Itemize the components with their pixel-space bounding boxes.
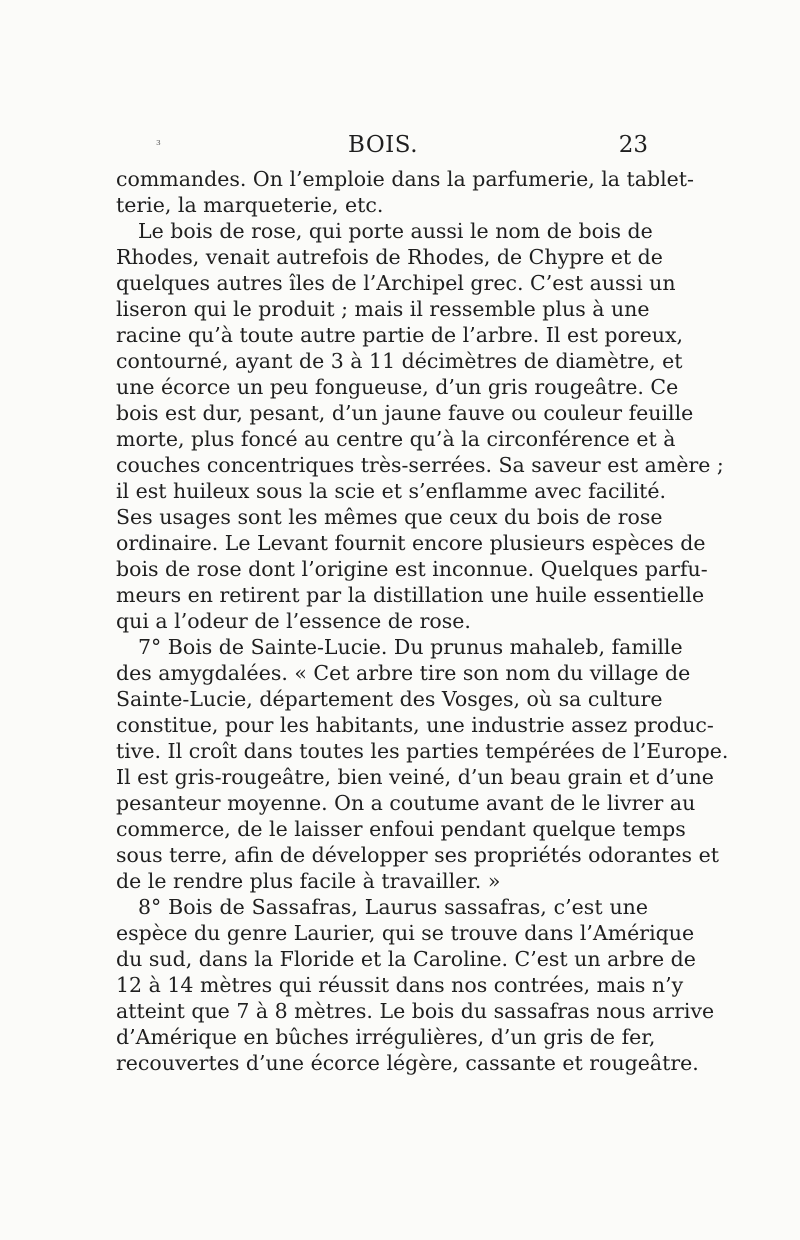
text-line: sous terre, afin de développer ses propriétés odorantes et <box>116 843 719 867</box>
text-line: Rhodes, venait autrefois de Rhodes, de Chypre et de <box>116 245 663 269</box>
text-line: constitue, pour les habitants, une industrie assez produc- <box>116 713 714 737</box>
text-line: du sud, dans la Floride et la Caroline. C’est un arbre de <box>116 947 696 971</box>
text-line: espèce du genre Laurier, qui se trouve dans l’Amérique <box>116 921 695 945</box>
text-line: liseron qui le produit ; mais il ressemble plus à une <box>116 297 650 321</box>
body-text <box>116 166 729 1076</box>
text-line: commandes. On l’emploie dans la parfumerie, la tablet- <box>116 167 694 191</box>
text-line: de le rendre plus facile à travailler. » <box>116 869 501 893</box>
text-line: terie, la marqueterie, etc. <box>116 193 384 217</box>
text-line: des amygdalées. « Cet arbre tire son nom du village de <box>116 661 691 685</box>
running-head: BOIS. <box>347 132 419 158</box>
text-line: bois de rose dont l’origine est inconnue. Quelques parfu- <box>116 557 708 581</box>
text-line: bois est dur, pesant, d’un jaune fauve ou couleur feuille <box>116 401 694 425</box>
text-line: atteint que 7 à 8 mètres. Le bois du sassafras nous arrive <box>116 999 715 1023</box>
text-line: 8° Bois de Sassafras, Laurus sassafras, c’est une <box>138 895 648 919</box>
text-line: tive. Il croît dans toutes les parties tempérées de l’Europe. <box>116 739 729 763</box>
text-line: Ses usages sont les mêmes que ceux du bois de rose <box>116 505 663 529</box>
text-line: d’Amérique en bûches irrégulières, d’un gris de fer, <box>116 1025 656 1049</box>
text-line: 12 à 14 mètres qui réussit dans nos contrées, mais n’y <box>116 973 684 997</box>
text-line: recouvertes d’une écorce légère, cassante et rougeâtre. <box>116 1051 699 1075</box>
page-header <box>118 132 648 162</box>
page-number: 23 <box>618 132 648 158</box>
text-line: contourné, ayant de 3 à 11 décimètres de diamètre, et <box>116 349 683 373</box>
text-line: quelques autres îles de l’Archipel grec. C’est aussi un <box>116 271 676 295</box>
text-line: Il est gris-rougeâtre, bien veiné, d’un beau grain et d’une <box>116 765 714 789</box>
text-line: Le bois de rose, qui porte aussi le nom de bois de <box>138 219 653 243</box>
text-line: meurs en retirent par la distillation une huile essentielle <box>116 583 705 607</box>
text-line: couches concentriques très-serrées. Sa saveur est amère ; <box>116 453 724 477</box>
text-line: commerce, de le laisser enfoui pendant quelque temps <box>116 817 686 841</box>
text-line: il est huileux sous la scie et s’enflamme avec facilité. <box>116 479 667 503</box>
text-line: pesanteur moyenne. On a coutume avant de le livrer au <box>116 791 696 815</box>
stray-print-mark: ₃ <box>156 134 161 148</box>
text-line: une écorce un peu fongueuse, d’un gris rougeâtre. Ce <box>116 375 679 399</box>
text-line: morte, plus foncé au centre qu’à la circonférence et à <box>116 427 676 451</box>
text-line: 7° Bois de Sainte-Lucie. Du prunus mahaleb, famille <box>138 635 683 659</box>
text-line: racine qu’à toute autre partie de l’arbre. Il est poreux, <box>116 323 684 347</box>
text-line: Sainte-Lucie, département des Vosges, où sa culture <box>116 687 663 711</box>
text-line: qui a l’odeur de l’essence de rose. <box>116 609 471 633</box>
text-line: ordinaire. Le Levant fournit encore plusieurs espèces de <box>116 531 706 555</box>
